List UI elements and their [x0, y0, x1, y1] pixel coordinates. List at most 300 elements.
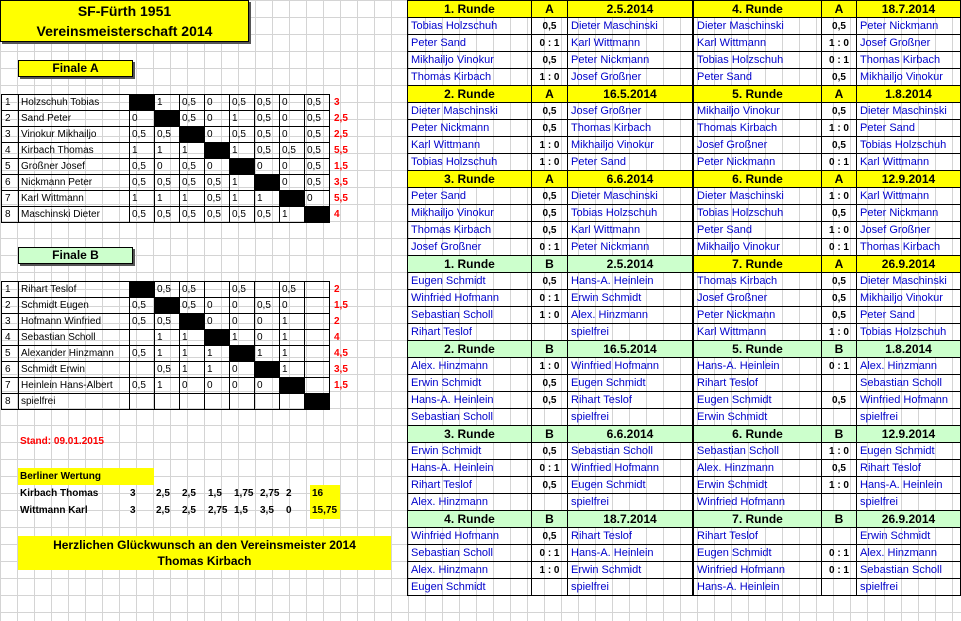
game-result: 0,5: [822, 137, 857, 154]
game-result: 0,5: [822, 18, 857, 35]
white-player: Winfried Hofmann: [408, 528, 532, 545]
player-number: 8: [2, 394, 19, 410]
score-cell: 0,5: [230, 95, 255, 111]
score-cell: 0,5: [255, 143, 280, 159]
berliner-total: 15,75: [310, 502, 340, 519]
player-name: Alexander Hinzmann: [19, 346, 130, 362]
game-row: [694, 545, 961, 562]
score-cell: 0,5: [180, 298, 205, 314]
round-group: A: [532, 1, 568, 18]
berliner-header-row: [18, 468, 340, 485]
matrix-row: [2, 191, 360, 207]
score-cell: 1: [155, 95, 180, 111]
game-result: 1 : 0: [532, 307, 568, 324]
black-player: Karl Wittmann: [857, 188, 961, 205]
game-row: [408, 120, 693, 137]
score-cell: 0,5: [255, 298, 280, 314]
total-points: 4,5: [334, 348, 348, 359]
white-player: Tobias Holzschuh: [694, 205, 822, 222]
berliner-title: Berliner Wertung: [18, 468, 154, 485]
congratulations-banner: [18, 536, 391, 570]
score-cell: [130, 330, 155, 346]
score-cell: 0,5: [255, 95, 280, 111]
score-cell: 0,5: [305, 111, 330, 127]
total-points: 5,5: [334, 145, 348, 156]
berliner-value: 2,5: [182, 488, 196, 499]
black-player: Peter Sand: [857, 120, 961, 137]
player-number: 6: [2, 175, 19, 191]
game-result: [532, 579, 568, 596]
player-number: 8: [2, 207, 19, 223]
round-date: 1.8.2014: [857, 341, 961, 358]
game-row: [408, 273, 693, 290]
game-row: [408, 103, 693, 120]
black-player: Thomas Kirbach: [857, 52, 961, 69]
diagonal-cell: [305, 207, 330, 223]
black-player: Rihart Teslof: [857, 460, 961, 477]
game-row: [408, 205, 693, 222]
diagonal-cell: [155, 111, 180, 127]
total-points: 1,5: [334, 161, 348, 172]
score-cell: 0,5: [180, 111, 205, 127]
score-cell: 1: [280, 314, 305, 330]
matrix-row: [2, 362, 360, 378]
round-title: 4. Runde: [408, 511, 532, 528]
game-row: [694, 52, 961, 69]
round-header: [408, 256, 693, 273]
black-player: Winfried Hofmann: [568, 358, 693, 375]
score-cell: 0,5: [255, 207, 280, 223]
black-player: Eugen Schmidt: [568, 477, 693, 494]
game-result: 0 : 1: [822, 239, 857, 256]
game-result: 0,5: [822, 69, 857, 86]
score-cell: 0: [280, 159, 305, 175]
score-cell: 1: [230, 330, 255, 346]
game-result: 0 : 1: [532, 239, 568, 256]
score-cell: 0: [280, 111, 305, 127]
game-row: [694, 137, 961, 154]
white-player: Josef Großner: [694, 137, 822, 154]
black-player: Winfried Hofmann: [568, 460, 693, 477]
score-cell: [305, 330, 330, 346]
berliner-value: 3: [130, 505, 136, 516]
player-number: 5: [2, 159, 19, 175]
player-name: Schmidt Erwin: [19, 362, 130, 378]
game-result: 0,5: [532, 103, 568, 120]
round-date: 18.7.2014: [568, 511, 693, 528]
round-header: [694, 256, 961, 273]
white-player: Alex. Hinzmann: [408, 358, 532, 375]
black-player: spielfrei: [568, 409, 693, 426]
berliner-value: 1,5: [208, 488, 222, 499]
round-title: 2. Runde: [408, 86, 532, 103]
white-player: Erwin Schmidt: [408, 443, 532, 460]
score-cell: 0,5: [255, 111, 280, 127]
player-name: Holzschuh Tobias: [19, 95, 130, 111]
score-cell: [230, 394, 255, 410]
white-player: Tobias Holzschuh: [408, 154, 532, 171]
matrix-row: [2, 111, 360, 127]
round-date: 1.8.2014: [857, 86, 961, 103]
game-row: [694, 460, 961, 477]
round-group: B: [822, 341, 857, 358]
diagonal-cell: [255, 362, 280, 378]
white-player: Dieter Maschinski: [694, 188, 822, 205]
diagonal-cell: [205, 330, 230, 346]
score-cell: 0,5: [230, 127, 255, 143]
score-cell: [255, 394, 280, 410]
score-cell: 1: [180, 346, 205, 362]
round-title: 5. Runde: [694, 341, 822, 358]
game-result: 1 : 0: [532, 137, 568, 154]
white-player: Alex. Hinzmann: [694, 460, 822, 477]
game-result: 0,5: [532, 120, 568, 137]
black-player: Erwin Schmidt: [568, 290, 693, 307]
score-cell: [205, 282, 230, 298]
round-group: A: [822, 256, 857, 273]
black-player: Alex. Hinzmann: [857, 358, 961, 375]
score-cell: 1: [255, 346, 280, 362]
game-result: 0,5: [822, 205, 857, 222]
white-player: Sebastian Scholl: [408, 307, 532, 324]
total-points: [330, 394, 360, 410]
game-row: [408, 460, 693, 477]
white-player: Mikhailjo Vinokur: [408, 52, 532, 69]
black-player: Alex. Hinzmann: [568, 307, 693, 324]
black-player: spielfrei: [568, 324, 693, 341]
white-player: Peter Nickmann: [694, 154, 822, 171]
score-cell: 0: [230, 362, 255, 378]
game-result: 0 : 1: [822, 545, 857, 562]
white-player: Mikhailjo Vinokur: [694, 103, 822, 120]
score-cell: 0,5: [230, 282, 255, 298]
game-row: [694, 358, 961, 375]
score-cell: 0,5: [280, 282, 305, 298]
game-result: 1 : 0: [822, 188, 857, 205]
game-result: 1 : 0: [532, 562, 568, 579]
score-cell: 0,5: [230, 207, 255, 223]
white-player: Peter Sand: [408, 35, 532, 52]
round-group: A: [532, 86, 568, 103]
white-player: Erwin Schmidt: [694, 409, 822, 426]
game-result: 1 : 0: [822, 120, 857, 137]
black-player: Erwin Schmidt: [857, 528, 961, 545]
game-result: 0,5: [532, 273, 568, 290]
round-group: B: [532, 341, 568, 358]
game-row: [694, 35, 961, 52]
black-player: Dieter Maschinski: [568, 18, 693, 35]
score-cell: 0,5: [130, 314, 155, 330]
game-row: [694, 103, 961, 120]
game-row: [694, 562, 961, 579]
score-cell: 0,5: [305, 95, 330, 111]
game-row: [694, 222, 961, 239]
game-result: 0,5: [822, 103, 857, 120]
berliner-value: 2,75: [208, 505, 228, 516]
matrix-row: [2, 346, 360, 362]
player-name: Sebastian Scholl: [19, 330, 130, 346]
total-points: 3: [334, 97, 340, 108]
game-row: [694, 324, 961, 341]
game-row: [408, 137, 693, 154]
round-date: 2.5.2014: [568, 1, 693, 18]
game-result: 0,5: [532, 375, 568, 392]
score-cell: 0,5: [305, 143, 330, 159]
white-player: Thomas Kirbach: [694, 120, 822, 137]
diagonal-cell: [205, 143, 230, 159]
black-player: Erwin Schmidt: [568, 562, 693, 579]
score-cell: 0,5: [305, 127, 330, 143]
white-player: Karl Wittmann: [694, 35, 822, 52]
black-player: Mikhailjo Vinokur: [568, 137, 693, 154]
score-cell: 0,5: [130, 175, 155, 191]
round-date: 16.5.2014: [568, 86, 693, 103]
score-cell: 0: [205, 159, 230, 175]
round-group: B: [532, 256, 568, 273]
game-result: 0,5: [532, 443, 568, 460]
diagonal-cell: [130, 95, 155, 111]
player-name: Schmidt Eugen: [19, 298, 130, 314]
black-player: Dieter Maschinski: [857, 103, 961, 120]
round-date: 16.5.2014: [568, 341, 693, 358]
matrix-row: [2, 378, 360, 394]
white-player: Tobias Holzschuh: [408, 18, 532, 35]
score-cell: 0: [280, 127, 305, 143]
score-cell: 0,5: [255, 127, 280, 143]
berliner-name: Kirbach Thomas: [20, 488, 99, 499]
player-name: Großner Josef: [19, 159, 130, 175]
game-result: [532, 494, 568, 511]
score-cell: 0,5: [180, 175, 205, 191]
score-cell: 0: [205, 127, 230, 143]
game-result: 1 : 0: [822, 324, 857, 341]
white-player: Dieter Maschinski: [694, 18, 822, 35]
score-cell: 0,5: [280, 143, 305, 159]
game-row: [408, 307, 693, 324]
berliner-value: 2,5: [182, 505, 196, 516]
game-row: [694, 273, 961, 290]
round-group: A: [532, 171, 568, 188]
score-cell: [255, 282, 280, 298]
game-row: [694, 69, 961, 86]
score-cell: [305, 282, 330, 298]
black-player: Hans-A. Heinlein: [568, 273, 693, 290]
white-player: Rihart Teslof: [694, 375, 822, 392]
score-cell: 1: [155, 346, 180, 362]
game-result: 0,5: [532, 392, 568, 409]
berliner-value: 2,5: [156, 488, 170, 499]
score-cell: 0,5: [180, 95, 205, 111]
round-group: A: [822, 171, 857, 188]
game-row: [408, 35, 693, 52]
score-cell: 1: [155, 143, 180, 159]
diagonal-cell: [230, 346, 255, 362]
game-result: 0 : 1: [532, 460, 568, 477]
round-header: [408, 1, 693, 18]
diagonal-cell: [255, 175, 280, 191]
total-points: 4: [334, 209, 340, 220]
game-row: [408, 528, 693, 545]
game-result: 0,5: [822, 273, 857, 290]
round-title: 3. Runde: [408, 171, 532, 188]
white-player: Erwin Schmidt: [694, 477, 822, 494]
score-cell: 0: [130, 111, 155, 127]
black-player: Sebastian Scholl: [857, 375, 961, 392]
white-player: Sebastian Scholl: [694, 443, 822, 460]
score-cell: 0: [305, 191, 330, 207]
round-date: 18.7.2014: [857, 1, 961, 18]
white-player: Josef Großner: [408, 239, 532, 256]
score-cell: 1: [180, 330, 205, 346]
berliner-value: 3: [130, 488, 136, 499]
black-player: Rihart Teslof: [568, 528, 693, 545]
game-row: [694, 188, 961, 205]
total-points: 2,5: [334, 129, 348, 140]
score-cell: 0,5: [130, 127, 155, 143]
matrix-row: [2, 330, 360, 346]
rounds-left-table: [407, 0, 693, 596]
game-result: 0 : 1: [532, 290, 568, 307]
score-cell: 1: [130, 143, 155, 159]
white-player: Erwin Schmidt: [408, 375, 532, 392]
game-row: [694, 205, 961, 222]
white-player: Mikhailjo Vinokur: [694, 239, 822, 256]
game-result: 0 : 1: [532, 35, 568, 52]
round-header: [408, 426, 693, 443]
score-cell: 0,5: [305, 159, 330, 175]
black-player: Tobias Holzschuh: [857, 324, 961, 341]
round-header: [694, 171, 961, 188]
game-result: [822, 494, 857, 511]
black-player: Thomas Kirbach: [568, 120, 693, 137]
white-player: Alex. Hinzmann: [408, 494, 532, 511]
black-player: Eugen Schmidt: [568, 375, 693, 392]
player-number: 2: [2, 298, 19, 314]
game-result: 1 : 0: [532, 154, 568, 171]
black-player: Peter Nickmann: [857, 18, 961, 35]
white-player: Peter Nickmann: [408, 120, 532, 137]
game-row: [694, 154, 961, 171]
white-player: Peter Sand: [694, 69, 822, 86]
game-row: [694, 528, 961, 545]
berliner-wertung-table: [18, 468, 340, 519]
game-row: [408, 358, 693, 375]
player-number: 1: [2, 95, 19, 111]
matrix-row: [2, 394, 360, 410]
black-player: Tobias Holzschuh: [857, 137, 961, 154]
game-row: [408, 52, 693, 69]
total-points: 2: [334, 284, 340, 295]
score-cell: [305, 362, 330, 378]
berliner-value: 1,75: [234, 488, 254, 499]
diagonal-cell: [180, 314, 205, 330]
game-row: [408, 392, 693, 409]
black-player: Hans-A. Heinlein: [568, 545, 693, 562]
white-player: Karl Wittmann: [408, 137, 532, 154]
matrix-row: [2, 282, 360, 298]
score-cell: 0: [230, 298, 255, 314]
game-result: 0,5: [532, 205, 568, 222]
score-cell: 1: [255, 191, 280, 207]
round-title: 4. Runde: [694, 1, 822, 18]
finale-b-label: Finale B: [18, 247, 133, 264]
game-result: 0 : 1: [822, 52, 857, 69]
black-player: Rihart Teslof: [568, 392, 693, 409]
white-player: Tobias Holzschuh: [694, 52, 822, 69]
total-points: 5,5: [334, 193, 348, 204]
round-date: 6.6.2014: [568, 426, 693, 443]
game-result: 1 : 0: [822, 477, 857, 494]
score-cell: 0,5: [155, 314, 180, 330]
score-cell: 1: [130, 191, 155, 207]
score-cell: 0: [205, 111, 230, 127]
black-player: Alex. Hinzmann: [857, 545, 961, 562]
black-player: Josef Großner: [857, 222, 961, 239]
round-date: 2.5.2014: [568, 256, 693, 273]
round-header: [694, 511, 961, 528]
white-player: Josef Großner: [694, 290, 822, 307]
score-cell: 0: [255, 314, 280, 330]
score-cell: 0: [230, 378, 255, 394]
stand-date: Stand: 09.01.2015: [20, 436, 104, 447]
black-player: Sebastian Scholl: [857, 562, 961, 579]
black-player: Karl Wittmann: [857, 154, 961, 171]
game-result: 0 : 1: [822, 154, 857, 171]
berliner-value: 3,5: [260, 505, 274, 516]
round-header: [408, 341, 693, 358]
berliner-name: Wittmann Karl: [20, 505, 88, 516]
white-player: Hans-A. Heinlein: [694, 579, 822, 596]
score-cell: 1: [180, 143, 205, 159]
black-player: Peter Nickmann: [568, 52, 693, 69]
score-cell: 0: [280, 175, 305, 191]
black-player: Peter Sand: [857, 307, 961, 324]
score-cell: [305, 346, 330, 362]
game-result: 0,5: [532, 477, 568, 494]
player-name: Rihart Teslof: [19, 282, 130, 298]
round-header: [694, 1, 961, 18]
score-cell: 0: [155, 159, 180, 175]
game-row: [694, 239, 961, 256]
game-result: 1 : 0: [532, 358, 568, 375]
round-date: 6.6.2014: [568, 171, 693, 188]
score-cell: 1: [280, 346, 305, 362]
black-player: Sebastian Scholl: [568, 443, 693, 460]
game-row: [694, 494, 961, 511]
round-group: A: [822, 1, 857, 18]
diagonal-cell: [230, 159, 255, 175]
matrix-row: [2, 175, 360, 191]
white-player: Alex. Hinzmann: [408, 562, 532, 579]
player-name: Maschinski Dieter: [19, 207, 130, 223]
game-row: [694, 18, 961, 35]
score-cell: 0: [255, 159, 280, 175]
total-points: 2,5: [334, 113, 348, 124]
player-number: 1: [2, 282, 19, 298]
white-player: Thomas Kirbach: [408, 69, 532, 86]
round-group: B: [822, 511, 857, 528]
white-player: Peter Sand: [408, 188, 532, 205]
game-row: [408, 477, 693, 494]
black-player: Josef Großner: [568, 69, 693, 86]
champion-name: Thomas Kirbach: [157, 554, 252, 568]
black-player: spielfrei: [568, 579, 693, 596]
game-result: [532, 324, 568, 341]
total-points: 4: [334, 332, 340, 343]
game-row: [694, 443, 961, 460]
score-cell: 0: [280, 298, 305, 314]
score-cell: 1: [205, 362, 230, 378]
